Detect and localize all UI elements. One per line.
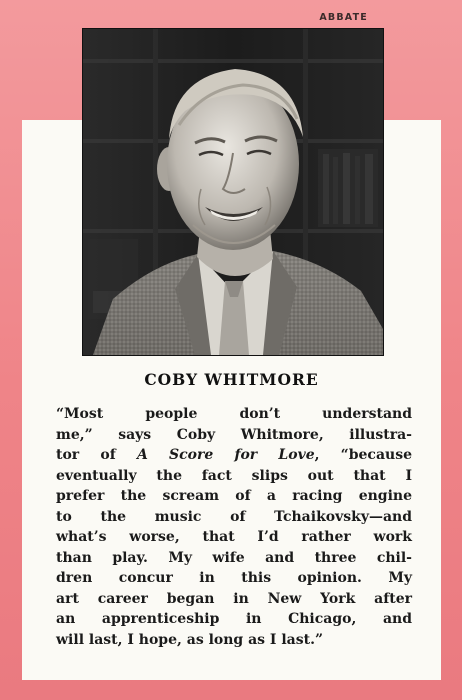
caption-name: COBY WHITMORE (144, 370, 319, 389)
bio-line: me,” says Coby Whitmore, illustra- (56, 426, 412, 443)
bio-line: will last, I hope, as long as I last.” (56, 631, 323, 648)
portrait-photo (82, 28, 384, 356)
bio-line: “Most people don’t understand (56, 406, 412, 422)
bio-line-with-title (56, 445, 412, 466)
bio-line: eventually the fact slips out that I (56, 467, 412, 484)
bio-line: prefer the scream of a racing engine (56, 488, 412, 504)
bio-line: an apprenticeship in Chicago, and (56, 611, 412, 627)
portrait-illustration (83, 29, 383, 355)
bio-line: to the music of Tchaikovsky—and (56, 508, 412, 525)
bio-line: what’s worse, that I’d rather work (56, 529, 412, 545)
bio-line: than play. My wife and three chil- (56, 549, 412, 566)
book-title: A Score for Love (136, 447, 315, 463)
bio-line: art career began in New York after (56, 590, 412, 607)
photo-credit: ABBATE (319, 12, 368, 23)
bio-line-prefix: tor of (56, 447, 137, 463)
bio-line-suffix: , “because (314, 447, 412, 463)
bio-line: dren concur in this opinion. My (56, 570, 412, 586)
bio-paragraph (56, 404, 412, 650)
